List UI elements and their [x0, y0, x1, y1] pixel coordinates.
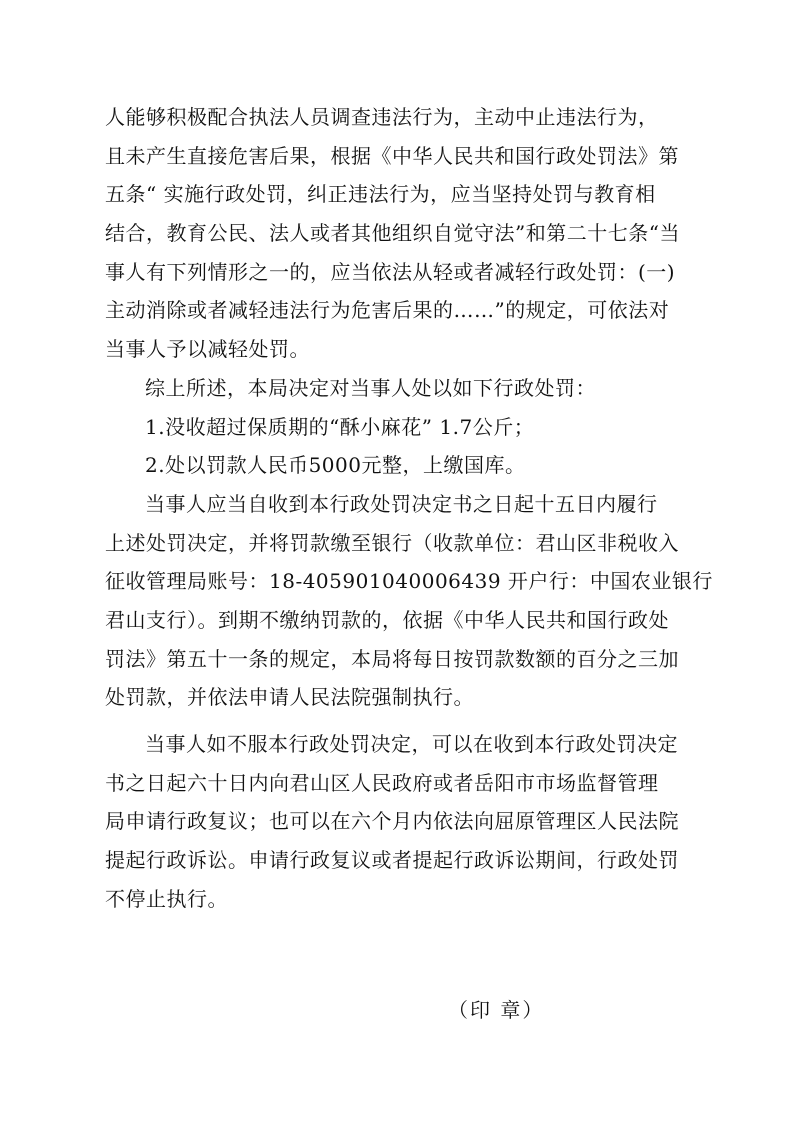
text-line: 当事人应当自收到本行政处罚决定书之日起十五日内履行	[145, 491, 658, 516]
text-line: 当事人予以减轻处罚。	[105, 337, 310, 362]
penalty-item: 2.处以罚款人民币5000元整，上缴国库。	[145, 453, 526, 478]
text-line: 当事人如不服本行政处罚决定，可以在收到本行政处罚决定	[145, 732, 678, 756]
text-line: 征收管理局账号：18-405901040006439 开户行：中国农业银行	[105, 569, 713, 594]
decision-intro: 综上所述，本局决定对当事人处以如下行政处罚：	[145, 375, 596, 400]
document-body	[105, 98, 713, 918]
text-line: 局申请行政复议；也可以在六个月内依法向屈原管理区人民法院	[105, 809, 679, 834]
text-line: 事人有下列情形之一的，应当依法从轻或者减轻行政处罚：(一)	[105, 259, 676, 284]
text-line: 罚法》第五十一条的规定，本局将每日按罚款数额的百分之三加	[105, 646, 679, 671]
text-line: 君山支行）。到期不缴纳罚款的，依据《中华人民共和国行政处	[105, 607, 669, 632]
text-line: 结合，教育公民、法人或者其他组织自觉守法”和第二十七条“当	[105, 221, 680, 246]
text-line: 且未产生直接危害后果，根据《中华人民共和国行政处罚法》第	[105, 143, 679, 168]
text-line: 书之日起六十日内向君山区人民政府或者岳阳市市场监督管理	[105, 770, 659, 795]
paragraph-gap	[105, 717, 695, 725]
text-line: 处罚款，并依法申请人民法院强制执行。	[105, 685, 474, 710]
seal-label: （印 章）	[448, 998, 545, 1022]
text-line: 主动消除或者减轻违法行为危害后果的……”的规定，可依法对	[105, 298, 670, 323]
text-line: 上述处罚决定，并将罚款缴至银行（收款单位：君山区非税收入	[105, 530, 679, 555]
text-line: 不停止执行。	[105, 886, 228, 911]
text-line: 人能够积极配合执法人员调查违法行为，主动中止违法行为，	[105, 105, 659, 129]
text-line: 五条“ 实施行政处罚，纠正违法行为，应当坚持处罚与教育相	[105, 182, 656, 207]
text-line: 提起行政诉讼。申请行政复议或者提起行政诉讼期间，行政处罚	[105, 848, 679, 873]
penalty-item: 1.没收超过保质期的“酥小麻花” 1.7公斤；	[145, 414, 535, 439]
